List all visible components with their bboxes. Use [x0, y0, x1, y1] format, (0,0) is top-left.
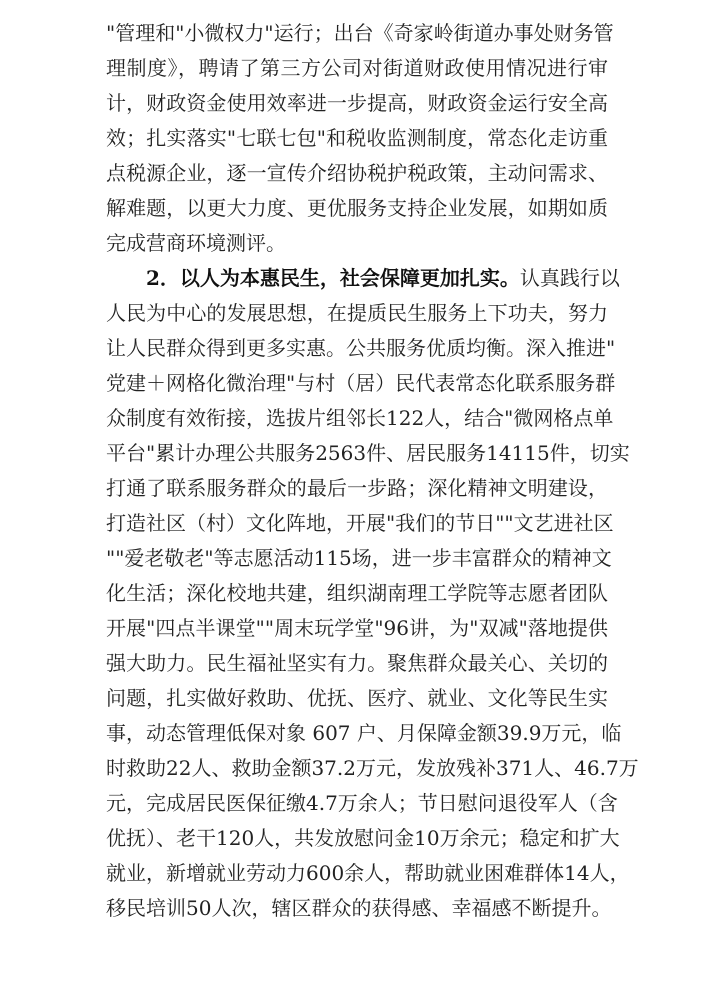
text-line: 平台"累计办理公共服务2563件、居民服务14115件，切实 — [106, 441, 630, 465]
text-line: 就业，新增就业劳动力600余人，帮助就业困难群体14人， — [106, 861, 630, 885]
paragraph-business-environment — [106, 16, 614, 261]
heading-continuation: 认真践行以 — [519, 266, 620, 290]
text-line: 打造社区（村）文化阵地，开展"我们的节日""文艺进社区 — [106, 511, 614, 535]
text-line: 党建＋网格化微治理"与村（居）民代表常态化联系服务群 — [106, 371, 616, 395]
section-heading: 2．以人为本惠民生，社会保障更加扎实。 — [146, 266, 520, 290]
text-line: 事，动态管理低保对象 607 户、月保障金额39.9万元，临 — [106, 721, 622, 745]
text-line: 效；扎实落实"七联七包"和税收监测制度，常态化走访重 — [106, 126, 608, 150]
document-body — [106, 16, 639, 926]
text-line: 时救助22人、救助金额37.2万元，发放残补371人、46.7万 — [106, 756, 639, 780]
text-line: 移民培训50人次，辖区群众的获得感、幸福感不断提升。 — [106, 896, 612, 920]
text-line: 人民为中心的发展思想，在提质民生服务上下功夫，努力 — [106, 301, 608, 325]
text-line: 点税源企业，逐一宣传介绍协税护税政策，主动问需求、 — [106, 161, 608, 185]
text-line: "管理和"小微权力"运行；出台《奇家岭街道办事处财务管 — [106, 21, 614, 45]
text-line: 问题，扎实做好救助、优抚、医疗、就业、文化等民生实 — [106, 686, 608, 710]
paragraph-first-line — [106, 261, 620, 296]
text-line: 理制度》，聘请了第三方公司对街道财政使用情况进行审 — [106, 56, 608, 80]
text-line: 打通了联系服务群众的最后一步路；深化精神文明建设， — [106, 476, 608, 500]
text-line: ""爱老敬老"等志愿活动115场，进一步丰富群众的精神文 — [106, 546, 612, 570]
text-line: 众制度有效衔接，选拔片组邻长122人，结合"微网格点单 — [106, 406, 614, 430]
text-line: 让人民群众得到更多实惠。公共服务优质均衡。深入推进" — [106, 336, 616, 360]
text-line: 化生活；深化校地共建，组织湖南理工学院等志愿者团队 — [106, 581, 608, 605]
text-line: 开展"四点半课堂""周末玩学堂"96讲，为"双减"落地提供 — [106, 616, 608, 640]
text-line: 完成营商环境测评。 — [106, 231, 286, 255]
text-line: 强大助力。民生福祉坚实有力。聚焦群众最关心、关切的 — [106, 651, 608, 675]
text-line: 计，财政资金使用效率进一步提高，财政资金运行安全高 — [106, 91, 608, 115]
text-line: 解难题，以更大力度、更优服务支持企业发展，如期如质 — [106, 196, 608, 220]
paragraph-social-security — [106, 261, 639, 926]
text-line: 优抚）、老干120人，共发放慰问金10万余元；稳定和扩大 — [106, 826, 620, 850]
text-line: 元，完成居民医保征缴4.7万余人；节日慰问退役军人（含 — [106, 791, 618, 815]
